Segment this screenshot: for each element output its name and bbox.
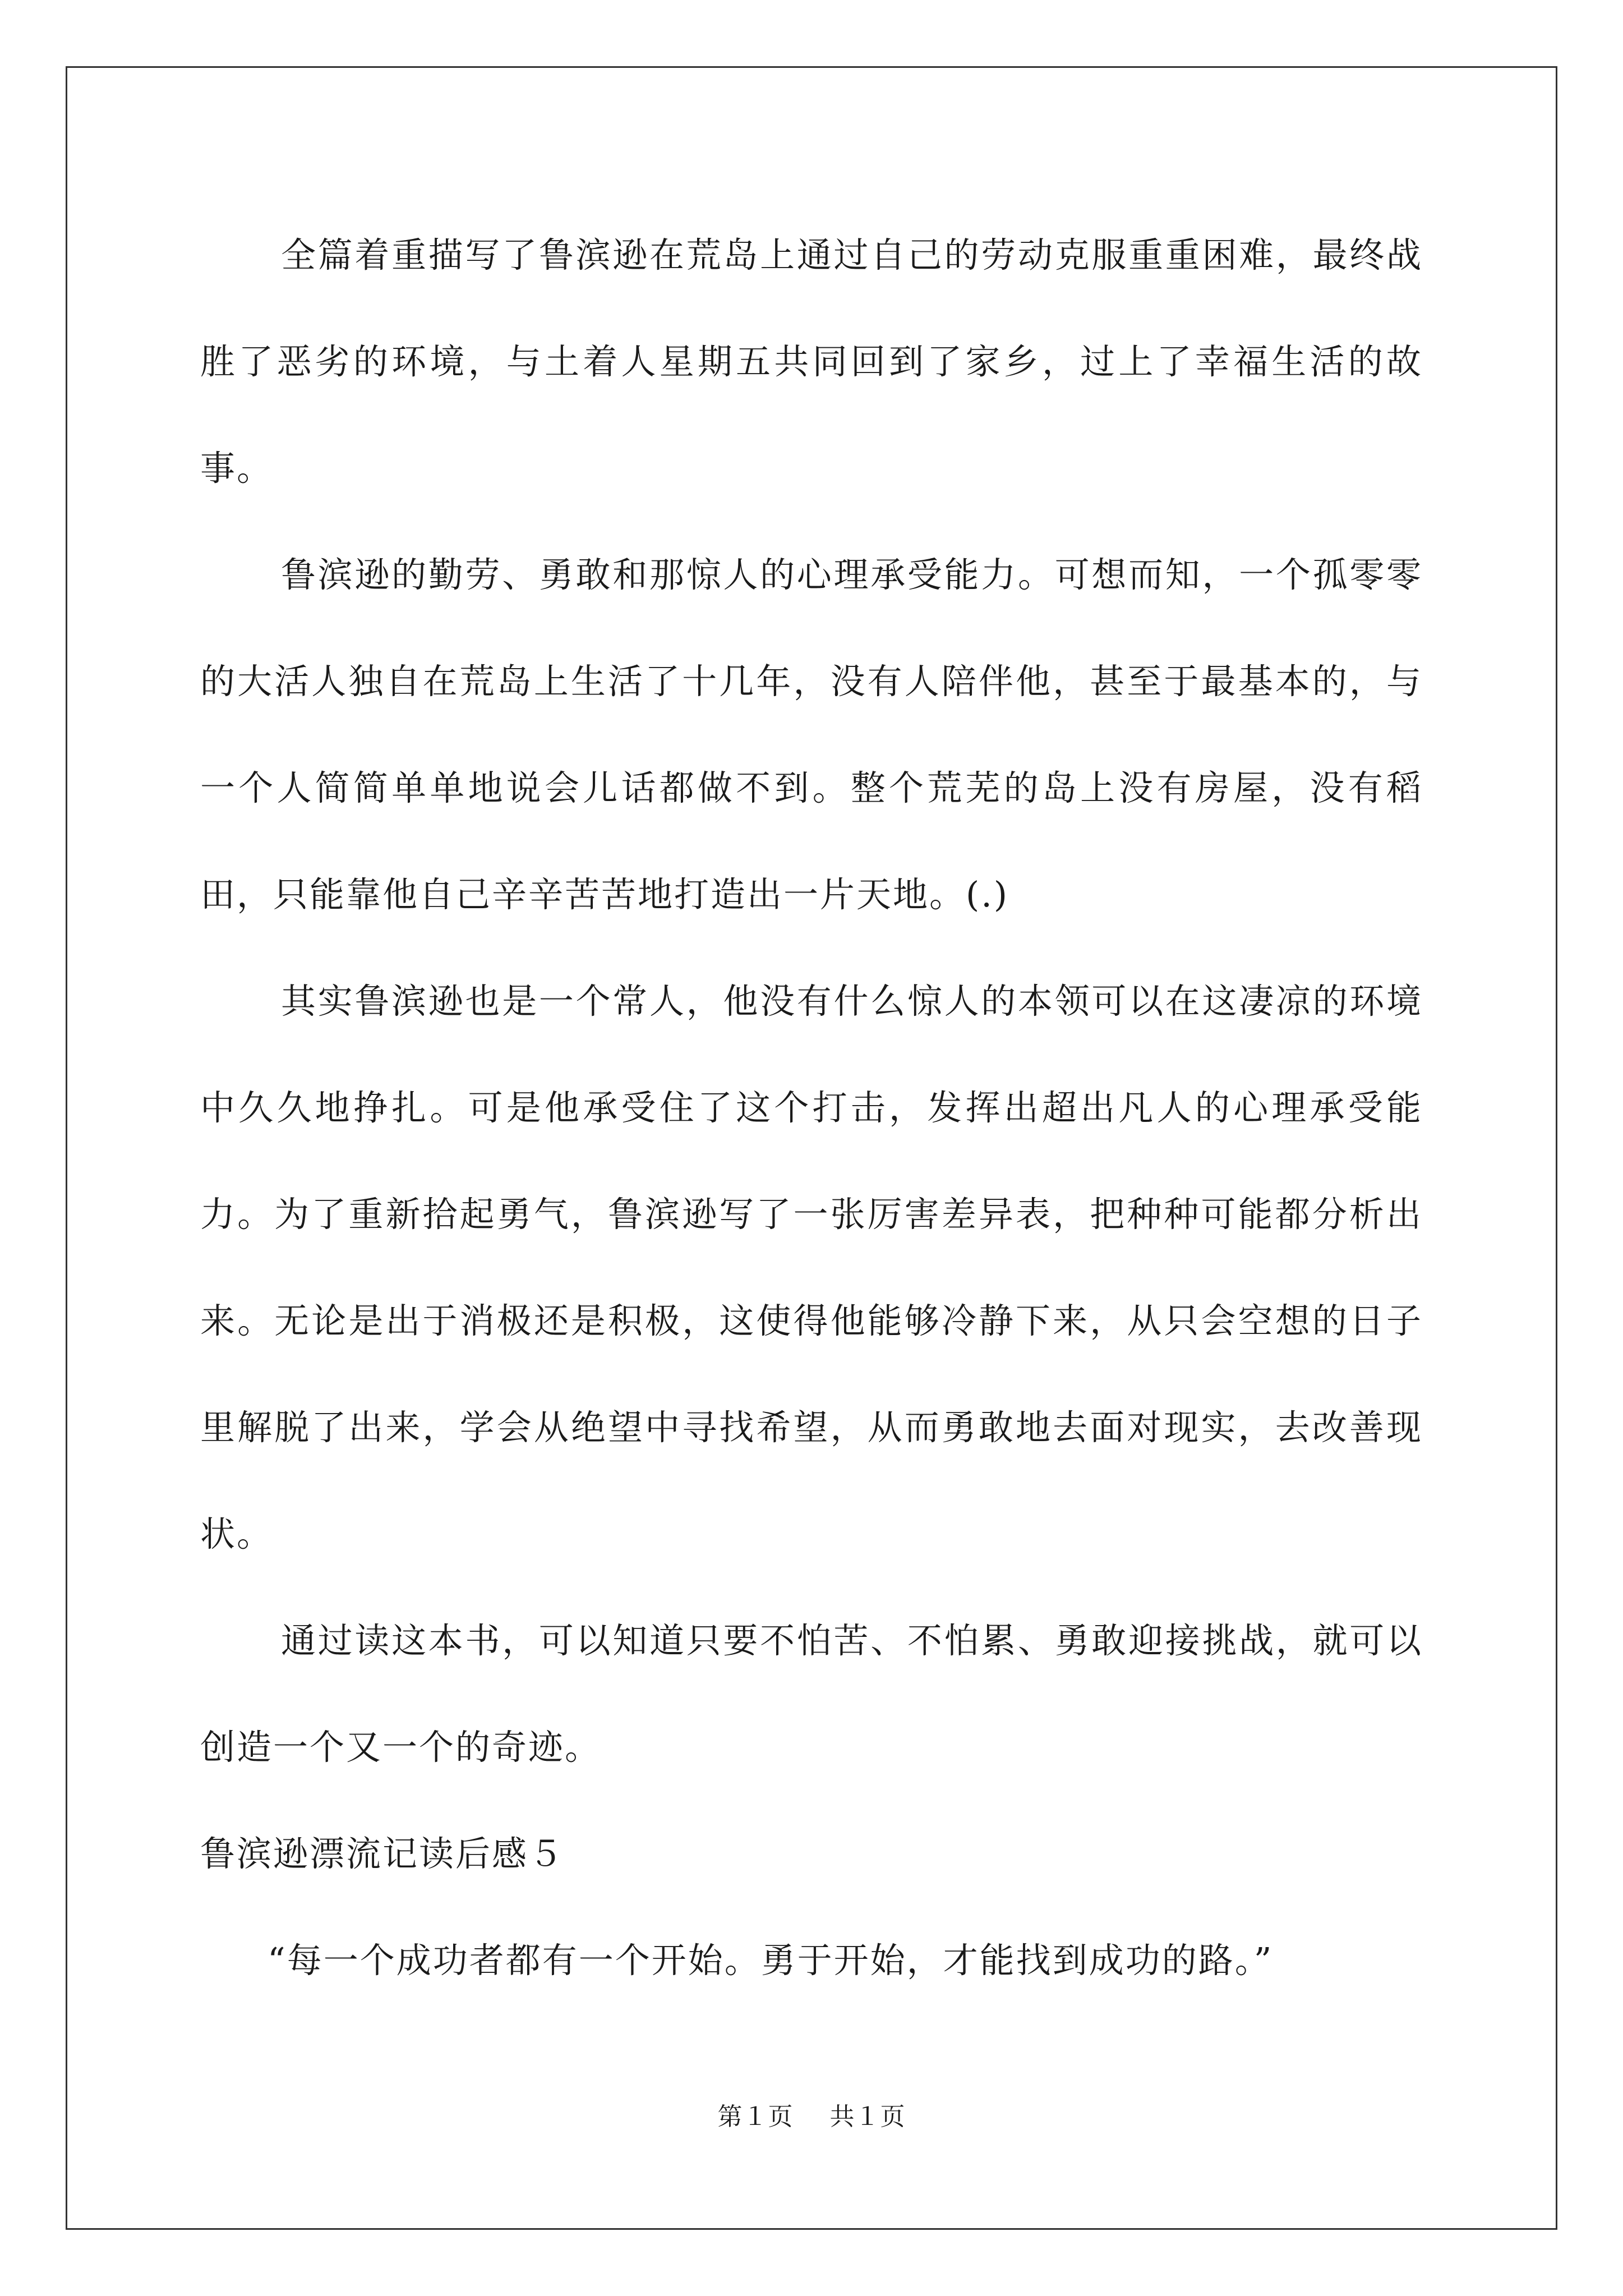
page-number-current: 第１页 [717, 2102, 794, 2131]
page-number-total: 共１页 [829, 2102, 906, 2131]
page-footer [0, 2100, 1623, 2134]
opening-quote: “每一个成功者都有一个开始。勇于开始，才能找到成功的路。” [268, 1940, 1274, 1981]
paragraph-1: 全篇着重描写了鲁滨逊在荒岛上通过自己的劳动克服重重困难，最终战胜了恶劣的环境，与土着人星期五共同回到了家乡，过上了幸福生活的故事。 [200, 234, 1423, 489]
section-heading: 鲁滨逊漂流记读后感５ [200, 1833, 565, 1874]
paragraph-4: 通过读这本书，可以知道只要不怕苦、不怕累、勇敢迎接挑战，就可以创造一个又一个的奇迹。 [200, 1620, 1423, 1768]
paragraph-3: 其实鲁滨逊也是一个常人，他没有什么惊人的本领可以在这凄凉的环境中久久地挣扎。可是他承受住了这个打击，发挥出超出凡人的心理承受能力。为了重新拾起勇气，鲁滨逊写了一张厉害差异表，把种种可能都分析出来。无论是出于消极还是积极，这使得他能够冷静下来，从只会空想的日子里解脱了出来，学会从绝望中寻找希望，从而勇敢地去面对现实，去改善现状。 [200, 981, 1423, 1554]
document-body [200, 202, 1423, 2014]
paragraph-2: 鲁滨逊的勤劳、勇敢和那惊人的心理承受能力。可想而知，一个孤零零的大活人独自在荒岛上生活了十几年，没有人陪伴他，甚至于最基本的，与一个人简简单单地说会儿话都做不到。整个荒芜的岛上没有房屋，没有稻田，只能靠他自己辛辛苦苦地打造出一片天地。(.) [200, 554, 1423, 915]
